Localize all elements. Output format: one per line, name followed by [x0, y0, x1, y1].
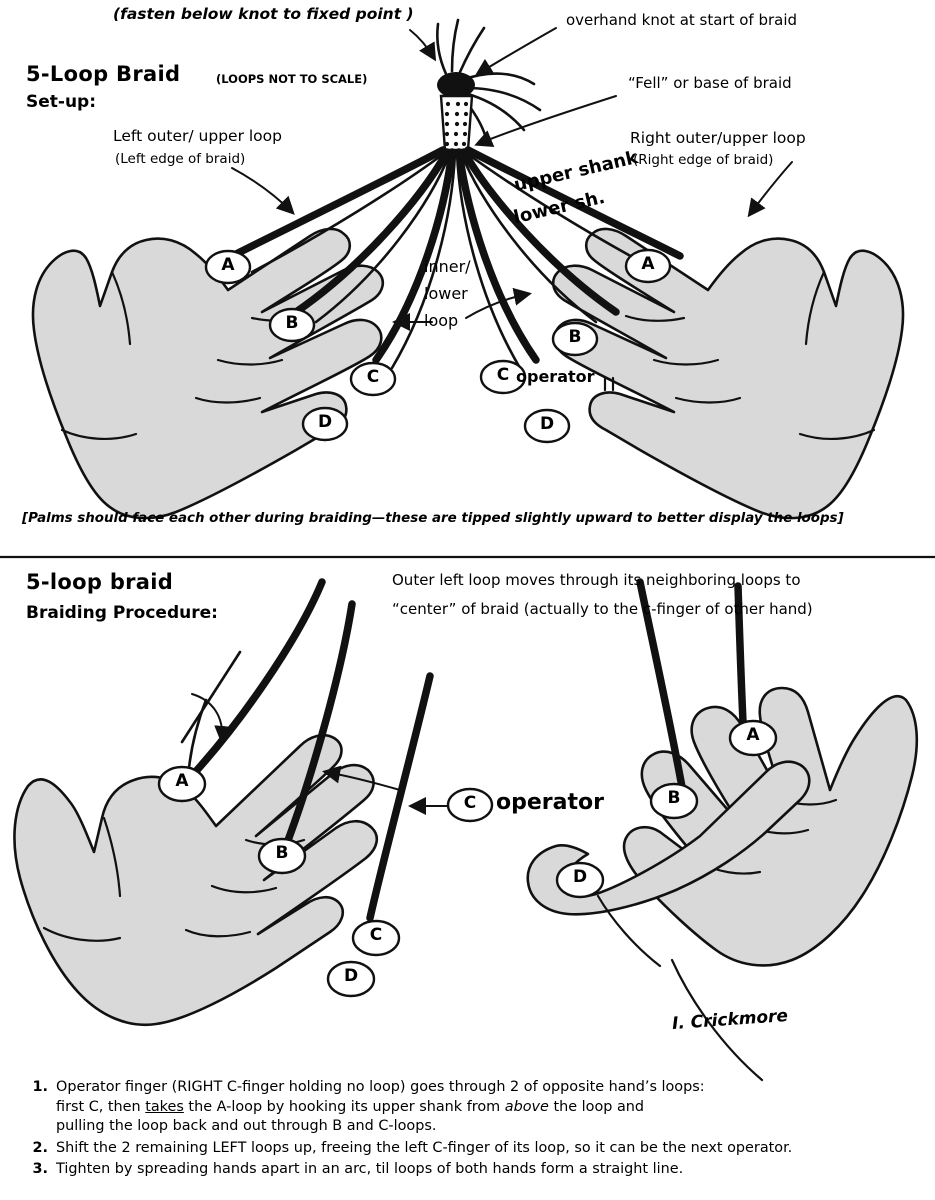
figure-title-bottom: 5-loop braid [26, 570, 174, 594]
callout-inner-loop-line1: inner/ [424, 257, 471, 276]
callout-inner-loop-line3: loop [424, 311, 459, 330]
list-item [22, 1078, 922, 1137]
finger-label-right-c: C [496, 365, 510, 385]
right-hand-top [553, 229, 903, 518]
callout-lower-shank: lower sh. [511, 186, 607, 229]
finger-label-right-b: B [568, 327, 582, 347]
callout-left-outer-loop: Left outer/ upper loop [113, 127, 282, 145]
callout-left-outer-loop-sub: (Left edge of braid) [115, 151, 246, 167]
callout-upper-shank: upper shank [512, 147, 640, 196]
finger-label-left-a: A [221, 255, 235, 275]
list-item [22, 1160, 922, 1180]
finger-label-left-d: D [317, 412, 333, 432]
finger-label-br-d: D [572, 867, 588, 887]
figure-title-top-note: (LOOPS NOT TO SCALE) [216, 72, 368, 86]
finger-label-br-a: A [746, 725, 760, 745]
arrow-overhand [478, 28, 556, 74]
instruction-emphasis-above: above [504, 1098, 549, 1115]
finger-label-left-b: B [285, 313, 299, 333]
instructions-list [22, 1078, 922, 1182]
callout-inner-loop-line2: lower [424, 284, 468, 303]
callout-right-outer-loop: Right outer/upper loop [630, 129, 806, 147]
palms-note: [Palms should face each other during braiding—these are tipped slightly upward to better display the loops] [22, 511, 844, 526]
instruction-emphasis-takes: takes [145, 1098, 184, 1115]
callout-operator-top: operator [516, 367, 595, 386]
procedure-label: Braiding Procedure: [26, 603, 218, 623]
finger-label-bl-a: A [175, 771, 189, 791]
finger-label-br-b: B [667, 788, 681, 808]
list-item-number: 1. [32, 1079, 48, 1095]
callout-fell: “Fell” or base of braid [628, 74, 792, 92]
arrow-fasten [410, 30, 434, 58]
list-item-text: Tighten by spreading hands apart in an arc, til loops of both hands form a straight line. [56, 1161, 684, 1178]
operator-finger-label: C [463, 793, 477, 813]
list-item-text: Shift the 2 remaining LEFT loops up, freeing the left C-finger of its loop, so it can be the next operator. [56, 1139, 793, 1156]
finger-label-bl-c: C [369, 925, 383, 945]
arrow-right-outer [750, 162, 792, 214]
setup-label: Set-up: [26, 92, 97, 112]
callout-right-outer-loop-sub: (Right edge of braid) [633, 152, 774, 168]
finger-label-right-d: D [539, 414, 555, 434]
callout-overhand-knot: overhand knot at start of braid [566, 11, 798, 29]
arrow-left-outer [232, 168, 292, 212]
finger-label-bl-b: B [275, 843, 289, 863]
list-item [22, 1139, 922, 1159]
list-item-text [56, 1078, 922, 1137]
arrow-fell [478, 96, 616, 144]
instruction-line: pulling the loop back and out through B and C-loops. [56, 1118, 437, 1135]
finger-label-left-c: C [366, 367, 380, 387]
callout-operator-bottom: operator [496, 790, 604, 815]
artist-signature: I. Crickmore [671, 1005, 789, 1035]
finger-label-right-a: A [641, 254, 655, 274]
callout-outer-left-line2: “center” of braid (actually to the c-finger of other hand) [392, 600, 813, 618]
finger-label-bl-d: D [343, 966, 359, 986]
instruction-line: first C, then takes the A-loop by hooking its upper shank from above the loop and [56, 1098, 645, 1115]
instruction-line: Operator finger (RIGHT C-finger holding no loop) goes through 2 of opposite hand’s loops: [56, 1079, 705, 1095]
list-item-number: 2. [32, 1139, 48, 1156]
braid-knot-group [437, 20, 540, 150]
list-item-number: 3. [32, 1161, 48, 1178]
callout-outer-left-line1: Outer left loop moves through its neighboring loops to [392, 571, 801, 589]
callout-fasten: (fasten below knot to fixed point ) [113, 5, 414, 23]
figure-title-top: 5-Loop Braid [26, 62, 181, 86]
